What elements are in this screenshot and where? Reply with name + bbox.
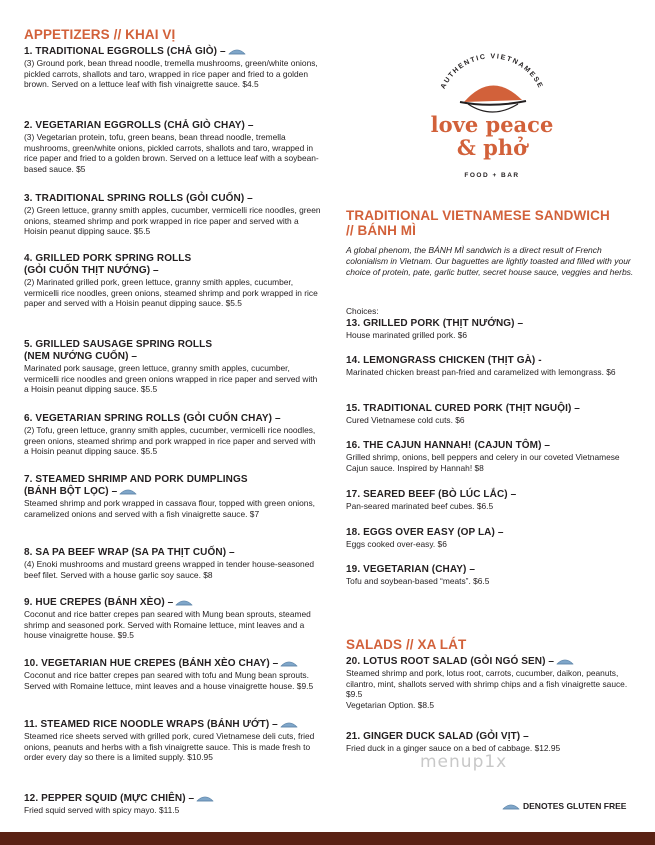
gluten-free-hat-icon — [196, 793, 214, 802]
item-description: Cured Vietnamese cold cuts. $6 — [346, 415, 465, 425]
menu-item — [24, 253, 322, 309]
logo-arc-text: AUTHENTIC VIETNAMESE — [439, 53, 545, 91]
item-name: 15. TRADITIONAL CURED PORK (THỊT NGUỘI) – — [346, 403, 580, 414]
item-name: 16. THE CAJUN HANNAH! (CAJUN TÔM) – — [346, 440, 551, 451]
sandwich-title: TRADITIONAL VIETNAMESE SANDWICH // BÁNH MÌ — [346, 208, 610, 238]
menu-item — [346, 489, 638, 512]
appetizers-title: APPETIZERS // KHAI VỊ — [24, 27, 176, 42]
item-description: Pan-seared marinated beef cubes. $6.5 — [346, 501, 494, 511]
menu-item — [24, 120, 322, 174]
sandwich-intro: A global phenom, the BÁNH MÌ sandwich is a direct result of French colonialism in Vietnam. Our baguettes are lightly toasted and filled with your choice of protein, pate, garlic butter, secret house sauce, veggies and herbs. — [346, 245, 634, 277]
item-name: 9. HUE CREPES (BÁNH XÈO) – — [24, 597, 174, 608]
salads-title: SALADS // XA LÁT — [346, 637, 467, 652]
item-name: 10. VEGETARIAN HUE CREPES (BÁNH XÈO CHAY) – — [24, 658, 279, 669]
menu-item — [346, 318, 638, 341]
item-description: Coconut and rice batter crepes pan seared with tofu and Mung bean sprouts. Served with Romaine lettuce, mint leaves and a house vinaigrette house. $9.5 — [24, 670, 314, 691]
item-name: 21. GINGER DUCK SALAD (GỎI VỊT) – — [346, 731, 529, 742]
menu-item — [346, 731, 638, 754]
watermark: menup1x — [420, 752, 508, 772]
item-description: House marinated grilled pork. $6 — [346, 330, 468, 340]
item-description: Steamed rice sheets served with grilled pork, cured Vietnamese deli cuts, fried onions, peanuts and herbs with a fish vinaigrette sauce. This is made fresh to order every day so there is a limited supply. $10.95 — [24, 731, 315, 763]
item-name: 13. GRILLED PORK (THỊT NƯỚNG) – — [346, 318, 524, 329]
gluten-free-hat-icon — [502, 801, 520, 810]
choices-label: Choices: — [346, 306, 379, 316]
item-name: 11. STEAMED RICE NOODLE WRAPS (BÁNH ƯỚT) – — [24, 719, 278, 730]
item-name: 19. VEGETARIAN (CHAY) – — [346, 564, 475, 575]
item-name: 5. GRILLED SAUSAGE SPRING ROLLS (NEM NƯỚNG CUỐN) – — [24, 339, 213, 362]
item-description: Fried duck in a ginger sauce on a bed of cabbage. $12.95 — [346, 743, 561, 753]
item-name: 18. EGGS OVER EASY (OP LA) – — [346, 527, 504, 538]
item-name: 12. PEPPER SQUID (MỰC CHIÊN) – — [24, 793, 195, 804]
gluten-free-legend — [502, 801, 626, 811]
menu-item — [24, 413, 322, 457]
legend-text: DENOTES GLUTEN FREE — [523, 801, 627, 811]
gluten-free-hat-icon — [556, 656, 574, 665]
menu-item — [24, 793, 322, 816]
item-name: 2. VEGETARIAN EGGROLLS (CHẢ GIÒ CHAY) – — [24, 120, 254, 131]
item-name: 6. VEGETARIAN SPRING ROLLS (GỎI CUỐN CHAY) – — [24, 413, 281, 424]
item-description: Coconut and rice batter crepes pan seared with Mung bean sprouts, steamed shrimp and seasoned pork. Served with Romaine lettuce, mint leaves and a house vinaigrette house. $9.5 — [24, 609, 311, 641]
item-description: (2) Green lettuce, granny smith apples, cucumber, vermicelli rice noodles, green onions, steamed shrimp and pork wrapped in rice paper and served with a Hoisin peanut dipping sauce. $5.5 — [24, 205, 321, 237]
item-name: 14. LEMONGRASS CHICKEN (THỊT GÀ) - — [346, 355, 542, 366]
logo-line2: & phở — [456, 135, 528, 160]
menu-item — [24, 547, 322, 580]
item-name: 20. LOTUS ROOT SALAD (GỎI NGÓ SEN) – — [346, 656, 555, 667]
item-name: 7. STEAMED SHRIMP AND PORK DUMPLINGS (BÁNH BỘT LỌC) – — [24, 474, 248, 497]
menu-item — [346, 355, 638, 378]
logo-line1: love peace — [430, 112, 554, 137]
restaurant-logo — [412, 36, 572, 196]
item-description: Steamed shrimp and pork, lotus root, carrots, cucumber, daikon, peanuts, cilantro, mint, shallots served with shrimp chips and a fish vinaigrette sauce. $9.5 Vegetarian Option. $8.5 — [346, 668, 628, 710]
menu-item — [24, 193, 322, 237]
item-name: 8. SA PA BEEF WRAP (SA PA THỊT CUỐN) – — [24, 547, 235, 558]
item-description: (2) Marinated grilled pork, green lettuce, granny smith apples, cucumber, vermicelli rice noodles, green onions, steamed shrimp and pork wrapped in rice paper and served with a Hoisin peanut dipping sauce. $5.5 — [24, 277, 318, 309]
gluten-free-hat-icon — [280, 719, 298, 728]
item-description: (4) Enoki mushrooms and mustard greens wrapped in tender house-seasoned beef filet. Served with a house garlic soy sauce. $8 — [24, 559, 315, 580]
menu-item — [24, 719, 322, 763]
menu-item — [24, 46, 322, 90]
item-name: 1. TRADITIONAL EGGROLLS (CHẢ GIÒ) – — [24, 46, 226, 57]
gluten-free-hat-icon — [228, 46, 246, 55]
item-description: Marinated chicken breast pan-fried and caramelized with lemongrass. $6 — [346, 367, 616, 377]
item-description: Grilled shrimp, onions, bell peppers and celery in our coveted Vietnamese Cajun sauce. Inspired by Hannah! $8 — [346, 452, 620, 473]
menu-item — [346, 656, 638, 710]
gluten-free-hat-icon — [175, 597, 193, 606]
item-description: (3) Vegetarian protein, tofu, green beans, bean thread noodle, tremella mushrooms, green/white onions, pickled carrots, shallots and taro, wrapped in rice paper and fried to a golden brown. Served on a lettuce leaf with a soybean-based sauce. $5 — [24, 132, 319, 174]
menu-item — [24, 597, 322, 641]
menu-item — [346, 403, 638, 426]
logo-tagline: FOOD + BAR — [464, 172, 520, 179]
gluten-free-hat-icon — [280, 658, 298, 667]
menu-item — [24, 658, 322, 691]
item-name: 17. SEARED BEEF (BÒ LÚC LẮC) – — [346, 489, 517, 500]
item-description: Marinated pork sausage, green lettuce, granny smith apples, cucumber, vermicelli rice noodles and green onions wrapped in rice paper and served with a Hoisin peanut dipping sauce. $5.5 — [24, 363, 318, 395]
item-description: Tofu and soybean-based “meats”. $6.5 — [346, 576, 490, 586]
menu-item — [346, 527, 638, 550]
item-name: 4. GRILLED PORK SPRING ROLLS (GỎI CUỐN THỊT NƯỚNG) – — [24, 253, 192, 276]
menu-item — [346, 440, 638, 473]
item-description: (2) Tofu, green lettuce, granny smith apples, cucumber, vermicelli rice noodles, green onions, steamed shrimp and pork wrapped in rice paper and served with a Hoisin peanut dipping sauce. $5.5 — [24, 425, 316, 457]
item-description: Eggs cooked over-easy. $6 — [346, 539, 447, 549]
item-description: Fried squid served with spicy mayo. $11.5 — [24, 805, 180, 815]
gluten-free-hat-icon — [119, 486, 137, 495]
menu-item — [24, 474, 322, 519]
menu-item — [24, 339, 322, 395]
footer-bar — [0, 832, 655, 845]
item-name: 3. TRADITIONAL SPRING ROLLS (GỎI CUỐN) – — [24, 193, 253, 204]
item-description: (3) Ground pork, bean thread noodle, tremella mushrooms, green/white onions, pickled carrots, shallots and taro, wrapped in rice paper and fried to a golden brown. Served on a lettuce leaf with fish vinaigrette sauce. $4.5 — [24, 58, 318, 90]
menu-item — [346, 564, 638, 587]
item-description: Steamed shrimp and pork wrapped in cassava flour, topped with green onions, caramelized onions and served with a fish vinaigrette sauce. $7 — [24, 498, 315, 519]
